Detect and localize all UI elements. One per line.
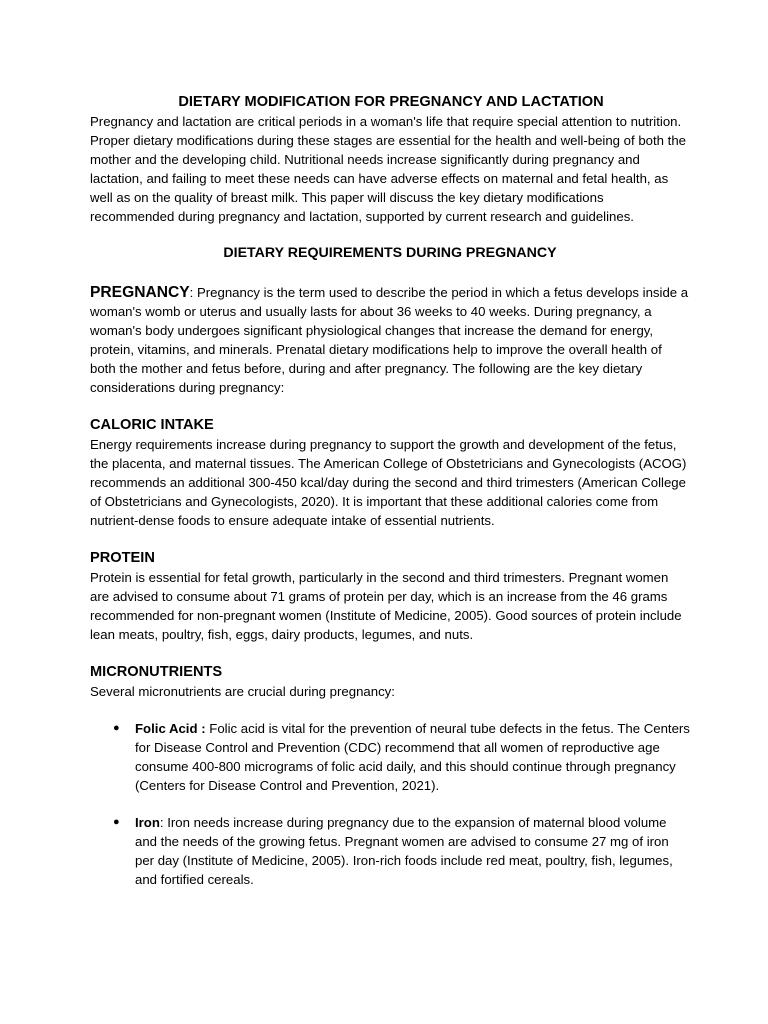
list-item-folic-acid [90,719,690,795]
protein-heading: PROTEIN [90,550,155,566]
pregnancy-paragraph [90,283,690,397]
document-title: DIETARY MODIFICATION FOR PREGNANCY AND LACTATION [178,94,604,110]
caloric-paragraph: Energy requirements increase during pregnancy to support the growth and development of the fetus, the placenta, and maternal tissues. The American College of Obstetricians and Gynecologists (ACOG) recommends an additional 300-450 kcal/day during the second and third trimesters (American College of Obstetricians and Gynecologists, 2020). It is important that these additional calories come from nutrient-dense foods to ensure adequate intake of essential nutrients. [90,437,687,528]
micronutrient-list [90,719,690,889]
bullet-icon: ● [113,722,120,734]
folic-acid-text: Folic acid is vital for the prevention of neural tube defects in the fetus. The Centers for Disease Control and Prevention (CDC) recommend that all women of reproductive age consume 400-800 micrograms of folic acid daily, and this should continue through pregnancy (Centers for Disease Control and Prevention, 2021). [135,721,690,793]
micronutrients-intro: Several micronutrients are crucial during pregnancy: [90,684,395,699]
bullet-icon: ● [113,816,120,828]
protein-paragraph: Protein is essential for fetal growth, particularly in the second and third trimesters. Pregnant women are advised to consume about 71 grams of protein per day, which is an increase from the 46 grams recommended for non-pregnant women (Institute of Medicine, 2005). Good sources of protein include lean meats, poultry, fish, eggs, dairy products, legumes, and nuts. [90,570,682,642]
iron-term: Iron [135,815,160,830]
pregnancy-text: : Pregnancy is the term used to describe the period in which a fetus develops inside a woman's womb or uterus and usually lasts for about 36 weeks to 40 weeks. During pregnancy, a woman's body undergoes significant physiological changes that increase the demand for energy, protein, vitamins, and minerals. Prenatal dietary modifications help to improve the overall health of both the mother and fetus before, during and after pregnancy. The following are the key dietary considerations during pregnancy: [90,285,689,395]
caloric-heading: CALORIC INTAKE [90,417,214,433]
pregnancy-lead: PREGNANCY [90,284,190,301]
micronutrients-heading: MICRONUTRIENTS [90,664,223,680]
list-item-iron [90,813,690,889]
document-page [90,92,690,889]
iron-text: : Iron needs increase during pregnancy due to the expansion of maternal blood volume and the needs of the growing fetus. Pregnant women are advised to consume 27 mg of iron per day (Institute of Medicine, 2005). Iron-rich foods include red meat, poultry, fish, legumes, and fortified cereals. [135,815,673,887]
intro-paragraph: Pregnancy and lactation are critical periods in a woman's life that require special attention to nutrition. Proper dietary modifications during these stages are essential for the health and well-being of both the mother and the developing child. Nutritional needs increase significantly during pregnancy and lactation, and failing to meet these needs can have adverse effects on maternal and fetal health, as well as on the quality of breast milk. This paper will discuss the key dietary modifications recommended during pregnancy and lactation, supported by current research and guidelines. [90,114,686,224]
folic-acid-term: Folic Acid : [135,721,206,736]
section-title: DIETARY REQUIREMENTS DURING PREGNANCY [223,245,557,261]
